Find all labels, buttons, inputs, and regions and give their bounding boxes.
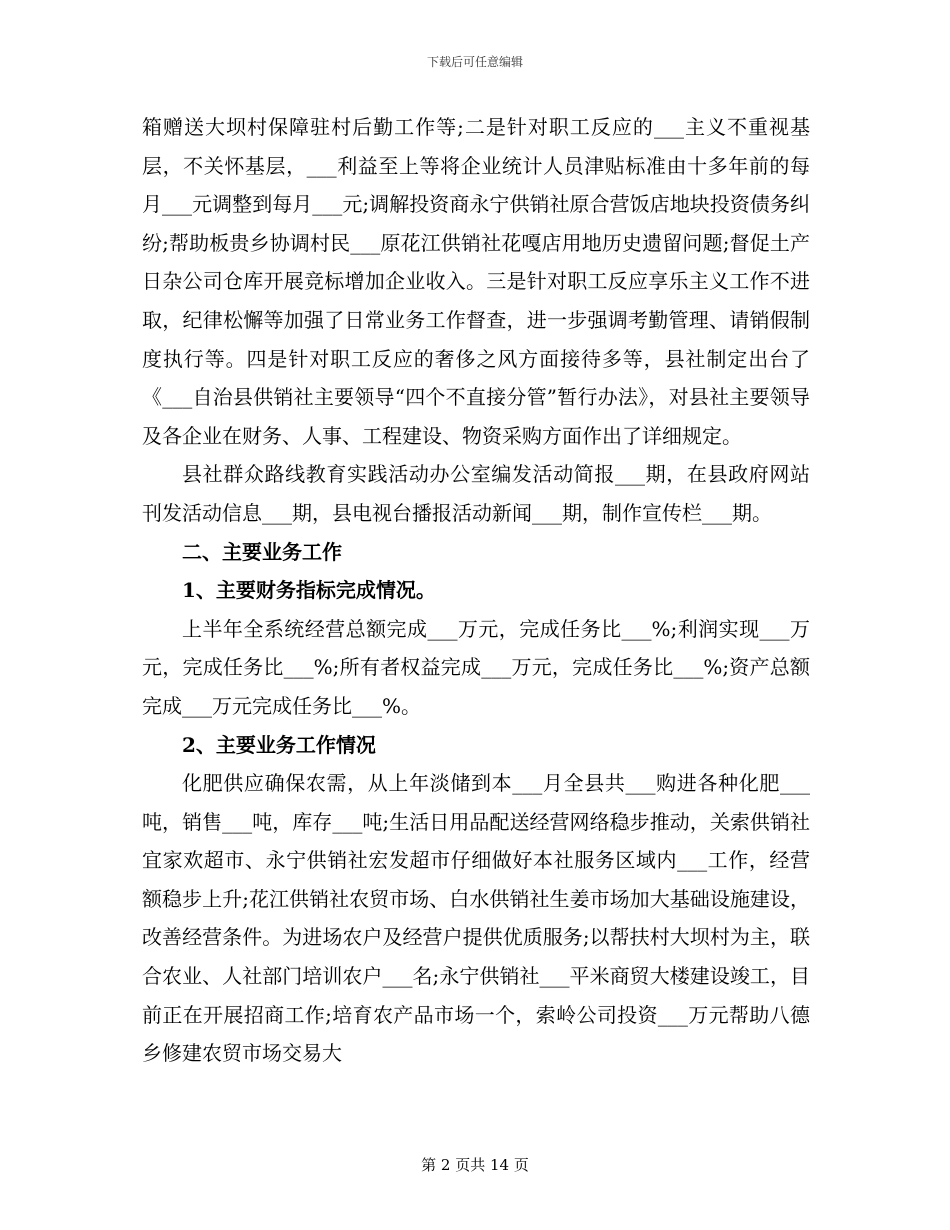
paragraph-publicity: 县社群众路线教育实践活动办公室编发活动简报___期，在县政府网站刊发活动信息___期，县电视台播报活动新闻___期，制作宣传栏___期。	[142, 462, 810, 525]
section-heading-main-business: 二、主要业务工作	[182, 539, 342, 564]
document-body	[142, 108, 810, 1073]
paragraph-continued: 箱赠送大坝村保障驻村后勤工作等;二是针对职工反应的___主义不重视基层，不关怀基层，___利益至上等将企业统计人员津贴标准由十多年前的每月___元调整到每月___元;调解投资商永宁供销社原合营饭店地块投资债务纠纷;帮助板贵乡协调村民___原花江供销社花嘎店用地历史遗留问题;督促土产日杂公司仓库开展竞标增加企业收入。三是针对职工反应享乐主义工作不进取，纪律松懈等加强了日常业务工作督查，进一步强调考勤管理、请销假制度执行等。四是针对职工反应的奢侈之风方面接待多等，县社制定出台了《___自治县供销社主要领导“四个不直接分管”暂行办法》，对县社主要领导及各企业在财务、人事、工程建设、物资采购方面作出了详细规定。	[142, 115, 810, 448]
subheading-business-status: 2、主要业务工作情况	[182, 732, 376, 757]
page-footer: 第 2 页共 14 页	[421, 1156, 529, 1174]
page-header: 下载后可任意编辑	[426, 55, 523, 69]
paragraph-business: 化肥供应确保农需，从上年淡储到本___月全县共___购进各种化肥___吨，销售___吨，库存___吨;生活日用品配送经营网络稳步推动，关索供销社宜家欢超市、永宁供销社宏发超市仔细做好本社服务区域内___工作，经营额稳步上升;花江供销社农贸市场、白水供销社生姜市场加大基础设施建设，改善经营条件。为进场农户及经营户提供优质服务;以帮扶村大坝村为主，联合农业、人社部门培训农户___名;永宁供销社___平米商贸大楼建设竣工，目前正在开展招商工作;培育农产品市场一个，索岭公司投资___万元帮助八德乡修建农贸市场交易大	[142, 771, 810, 1066]
subheading-financial-indicators: 1、主要财务指标完成情况。	[182, 578, 436, 603]
paragraph-financial: 上半年全系统经营总额完成___万元，完成任务比___%;利润实现___万元，完成任务比___%;所有者权益完成___万元，完成任务比___%;资产总额完成___万元完成任务比___%。	[142, 616, 810, 718]
